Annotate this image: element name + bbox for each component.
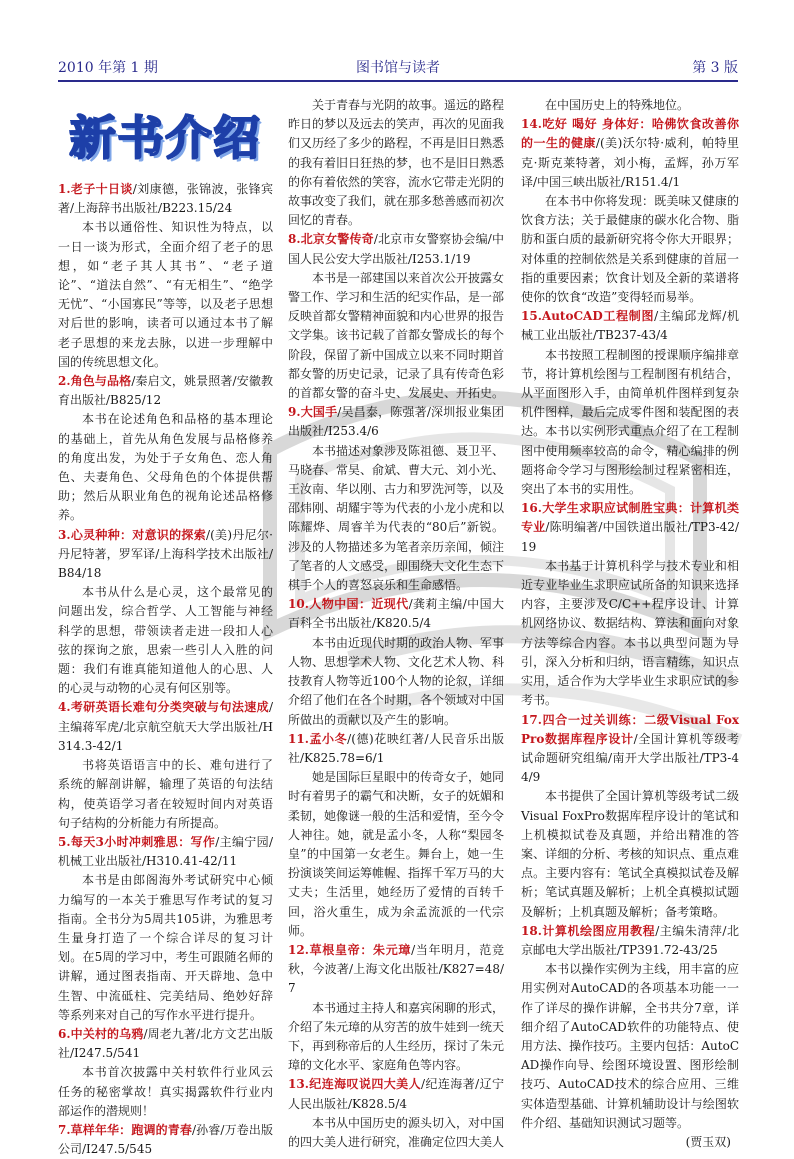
book-description: 本书描述对象涉及陈祖德、聂卫平、马晓春、常昊、俞斌、曹大元、刘小光、王汝南、华以刚、古力和罗洗河等，以及邵炜刚、胡耀宇等为代表的小龙小虎和以陈耀烨、周睿羊为代表的“80后”新锐。涉及的人物描述多为笔者亲历亲闻，倾注了笔者的人文感受，即围绕大文化生态下棋手个人的喜怒哀乐和生命感悟。 [288, 443, 505, 593]
page-header [58, 58, 738, 82]
book-title: 1.老子十日谈 [58, 182, 133, 196]
new-books-banner [58, 108, 273, 174]
book-description: 本书在论述角色和品格的基本理论的基础上，首先从角色发展与品格修养的角度出发，为处于子女角色、恋人角色、夫妻角色、父母角色的个体提供帮助；然后从职业角色的视角论述品格修养。 [58, 412, 273, 523]
book-description: 本书以通俗性、知识性为特点，以一日一谈为形式，全面介绍了老子的思想，如“老子其人其书”、“老子道论”、“道法自然”、“有无相生”、“绝学无忧”、“小国寡民”等等，以及老子思想对后世的影响，读者可以通过本书了解老子思想的来龙去脉，以进一步理解中国的传统思想文化。 [58, 220, 273, 369]
book-meta: /龚莉主编/中国大百科全书出版社/K820.5/4 [288, 597, 504, 631]
book-description: 本书基于计算机科学与技术专业和相近专业毕业生求职应试所备的知识来选择内容，主要涉及C/C++程序设计、计算机网络协议、数据结构、算法和面向对象方法等综合内容。本书以典型问题为导引，深入分析和归纳，语言精练，知识点实用，适合作为大学毕业生求职应试的参考书。 [521, 558, 739, 708]
book-entry-heading [288, 595, 504, 633]
book-title: 3.心灵种种：对意识的探索 [58, 527, 207, 542]
book-entry-heading [521, 307, 739, 345]
book-meta: /主编朱清萍/北京邮电大学出版社/TP391.72-43/25 [521, 923, 739, 957]
book-title: 13.纪连海叹说四大美人 [288, 1077, 422, 1092]
book-entry-heading [58, 1025, 273, 1063]
book-entry-heading [288, 230, 504, 268]
book-entry-heading [58, 1121, 273, 1159]
book-meta: /纪连海著/辽宁人民出版社/K828.5/4 [288, 1077, 504, 1111]
book-title: 15.AutoCAD工程制图 [521, 309, 655, 324]
book-description: 本书从中国历史的源头切入，对中国的四大美人进行研究，准确定位四大美人 [288, 1115, 505, 1149]
book-title: 4.考研英语长难句分类突破与句法速成 [58, 700, 269, 715]
book-description: 本书由近现代时期的政治人物、军事人物、思想学术人物、文化艺术人物、科技教育人物等近100个人物的论叙，详细介绍了他们在各个时期，各个领域对中国所做出的贡献以及产生的影响。 [288, 635, 505, 727]
author-signature: (贾玉双) [685, 1134, 731, 1149]
book-title: 9.大国手 [288, 405, 338, 420]
book-entry-heading [288, 403, 504, 441]
book-title: 5.每天3小时冲刺雅思：写作 [58, 834, 216, 849]
book-description: 本书是由郎阁海外考试研究中心倾力编写的一本关于雅思写作考试的复习指南。全书分为5周共105讲，为雅思考生量身打造了一个综合详尽的复习计划。在5周的学习中，考生可跟随名师的讲解，通过图表指南、开天辟地、急中生智、中流砥柱、完美结局、绝妙好辞等系列来对自己的写作水平进行提升。 [58, 873, 273, 1022]
book-meta: /吴昌泰，陈强著/深圳报业集团出版社/I253.4/6 [288, 405, 504, 439]
book-description: 在本书中你将发现：既美味又健康的饮食方法；关于最健康的碳水化合物、脂肪和蛋白质的最新研究将令你大开眼界；对体重的控制依然是关系到健康的首屈一指的重要因素；饮食计划及全新的菜谱将使你的饮食“改造”变得轻而易举。 [521, 194, 739, 305]
book-entry-heading [58, 833, 273, 871]
book-meta: /秦启文，姚景照著/安徽教育出版社/B825/12 [58, 374, 273, 408]
book-title: 6.中关村的乌鸦 [58, 1026, 144, 1041]
book-meta: /(美)沃尔特·威利，帕特里克·斯克莱特著，刘小梅，孟辉，孙万军译/中国三峡出版社/R151.4/1 [521, 136, 739, 189]
continued-text: 关于青春与光阴的故事。遥远的路程昨日的梦以及远去的笑声，再次的见面我们又历经了多少的路程，不再是旧日熟悉的我有着旧日狂热的梦，也不是旧日熟悉的你有着依然的笑容，流水它带走光阴的故事改变了我们，就在那多愁善感而初次回忆的青春。 [288, 98, 505, 228]
book-meta: /周老九著/北方文艺出版社/I247.5/541 [58, 1026, 273, 1061]
book-meta: /(德)花映红著/人民音乐出版社/K825.78=6/1 [288, 731, 504, 765]
book-title: 11.孟小冬 [288, 731, 348, 746]
book-description: 本书通过主持人和嘉宾闲聊的形式，介绍了朱元璋的从穷苦的放牛娃到一统天下，再到称帝后的人生经历，探讨了朱元璋的文化水平、家庭角色等内容。 [288, 1000, 505, 1073]
book-title: 16.大学生求职应试制胜宝典：计算机类专业 [521, 501, 739, 535]
book-title: 8.北京女警传奇 [288, 232, 374, 247]
book-entry-heading [58, 526, 273, 584]
book-description: 本书以操作实例为主线，用丰富的应用实例对AutoCAD的各项基本功能一一作了详尽的操作讲解，全书共分7章，详细介绍了AutoCAD软件的功能特点、使用方法、操作技巧。主要内包括：AutoCAD操作向导、绘图环境设置、图形绘制技巧、AutoCAD技术的综合应用、三维实体造型基础、计算机辅助设计与绘图软件介绍、基础知识测试习题等。 [521, 962, 739, 1130]
book-meta: /孙睿/万卷出版公司/I247.5/545 [58, 1122, 273, 1157]
book-meta: /主编蒋军虎/北京航空航天大学出版社/H314.3-42/1 [58, 700, 273, 753]
book-entry-heading [58, 698, 273, 756]
book-entry-heading [521, 499, 739, 557]
book-entry-heading [58, 372, 273, 410]
book-description: 本书是一部建国以来首次公开披露女警工作、学习和生活的纪实作品，是一部反映首都女警精神面貌和内心世界的报告文学集。该书记载了首都女警成长的每个阶段，保留了新中国成立以来不同时期首都女警的历史记录，记录了具有传奇色彩的首都女警的奋斗史、发展史、开拓史。 [288, 270, 505, 401]
book-title: 7.草样年华：跑调的青春 [58, 1122, 192, 1137]
book-title: 18.计算机绘图应用教程 [521, 923, 656, 938]
journal-title: 图书馆与读者 [356, 60, 440, 76]
column-3 [521, 96, 739, 1152]
book-title: 10.人物中国：近现代 [288, 597, 409, 612]
book-entry-heading [521, 922, 739, 960]
book-entry-heading [521, 711, 739, 788]
banner-title: 新书介绍 [69, 111, 262, 165]
column-1 [58, 180, 273, 1159]
book-entry-heading [521, 115, 739, 192]
book-description: 本书首次披露中关村软件行业风云任务的秘密掌故！真实揭露软件行业内部运作的潜规则！ [58, 1065, 273, 1118]
book-entry-heading [288, 1075, 504, 1113]
book-meta: /(美)丹尼尔·丹尼特著，罗军译/上海科学技术出版社/B84/18 [58, 527, 273, 581]
book-meta: /北京市女警察协会编/中国人民公安大学出版社/I253.1/19 [288, 232, 504, 266]
book-meta: /主编宁园/机械工业出版社/H310.41-42/11 [58, 834, 273, 869]
issue-label: 2010 年第 1 期 [58, 60, 158, 76]
book-title: 2.角色与品格 [58, 374, 132, 389]
column-2 [288, 96, 504, 1152]
book-entry-heading [288, 730, 504, 768]
book-description: 书将英语语言中的长、难句进行了系统的解剖讲解，输理了英语的句法结构，使英语学习者在较短时间内对英语句子结构的分析能力有所提高。 [58, 758, 273, 830]
page-number: 第 3 版 [692, 60, 738, 76]
book-description: 本书按照工程制图的授课顺序编排章节，将计算机绘图与工程制图有机结合，从平面图形入手，由简单机件图样到复杂机件图样，最后完成零件图和装配图的表达。本书以实例形式重点介绍了在工程制图中使用频率较高的命令，精心编排的例题将命令学习与图形绘制过程紧密相连，突出了本书的实用性。 [521, 347, 739, 497]
book-entry-heading [288, 941, 504, 999]
book-title: 14.吃好 喝好 身体好：哈佛饮食改善你的一生的健康 [521, 117, 739, 151]
book-description: 她是国际巨星眼中的传奇女子，她同时有着男子的霸气和决断，女子的妩媚和柔韧，她像谜一般的生活和爱情，至今令人神往。她，就是孟小冬，人称“梨园冬皇”的中国第一女老生。舞台上，她一生扮演谈笑间运筹帷幄、指挥千军万马的大丈夫；生活里，她经历了爱情的百转千回，浴火重生，成为余孟流派的一代宗师。 [288, 770, 505, 938]
book-meta: /刘康德，张锦波，张锋宾著/上海辞书出版社/B223.15/24 [58, 182, 273, 216]
book-description: 本书提供了全国计算机等级考试二级Visual FoxPro数据库程序设计的笔试和上机模拟试卷及真题，并给出精准的答案、详细的分析、考核的知识点、重点难点。主要内容有：笔试全真模拟试卷及解析；笔试真题及解析；上机全真模拟试题及解析；上机真题及解析；备考策略。 [521, 789, 739, 919]
book-meta: /陈明编著/中国铁道出版社/TP3-42/19 [521, 520, 739, 554]
book-meta: /全国计算机等级考试命题研究组编/南开大学出版社/TP3-44/9 [521, 731, 739, 785]
book-title: 12.草根皇帝：朱元璋 [288, 942, 412, 957]
continued-text: 在中国历史上的特殊地位。 [545, 98, 690, 112]
book-entry-heading [58, 180, 273, 218]
book-meta: /当年明月，范竞秋，今波著/上海文化出版社/K827=48/7 [288, 942, 504, 996]
book-description: 本书从什么是心灵，这个最常见的问题出发，综合哲学、人工智能与神经科学的思想，带领读者走进一段扣人心弦的探询之旅，思索一些引人入胜的问题：我们有谁真能知道他人的心思、人的心灵与动物的心灵有何区别等。 [58, 585, 273, 696]
book-meta: /主编邱龙辉/机械工业出版社/TB237-43/4 [521, 309, 739, 343]
book-title: 17.四合一过关训练：二级Visual FoxPro数据库程序设计 [521, 712, 739, 746]
